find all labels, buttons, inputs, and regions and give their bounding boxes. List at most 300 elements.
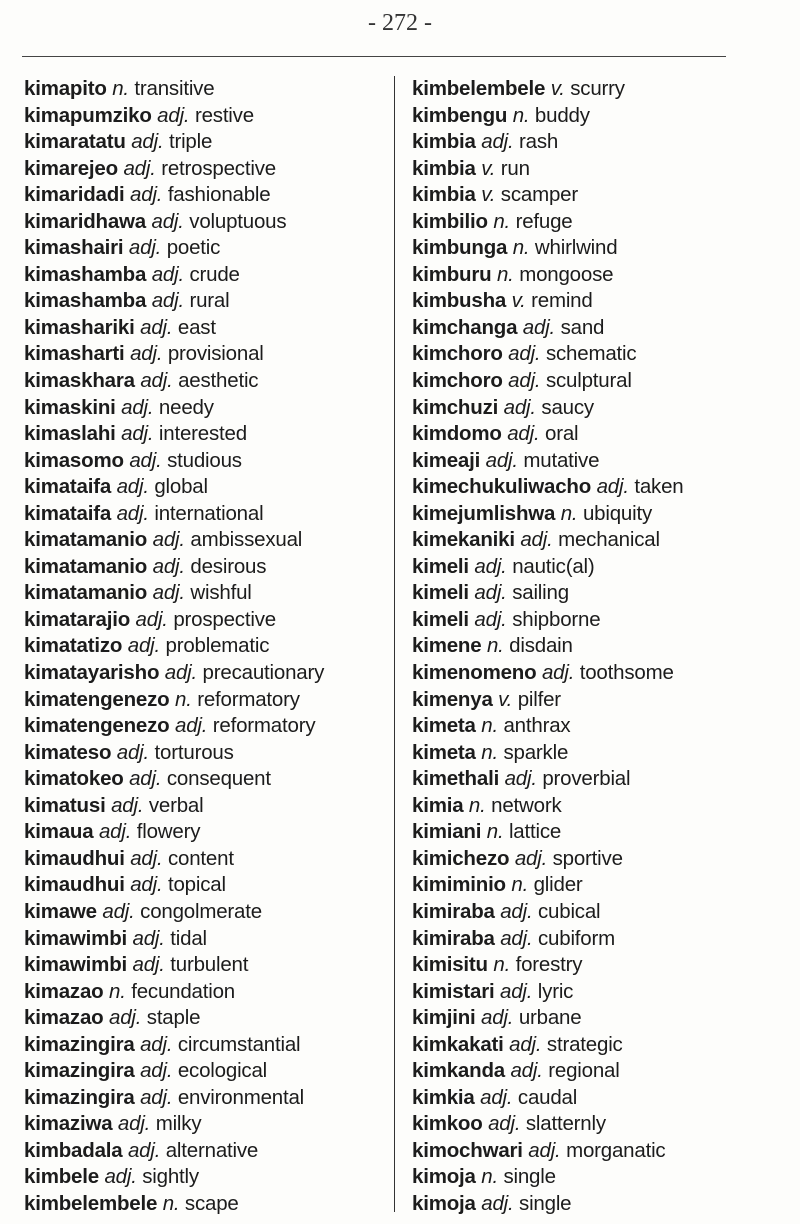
dictionary-entry xyxy=(412,793,796,820)
dictionary-entry xyxy=(412,103,796,130)
dictionary-entry xyxy=(24,926,386,953)
dictionary-entry xyxy=(412,527,796,554)
entry-part-of-speech: adj. xyxy=(116,740,150,764)
entry-part-of-speech: n. xyxy=(486,820,504,844)
entry-headword: kimdomo xyxy=(412,422,502,446)
dictionary-entry xyxy=(412,660,796,687)
entry-part-of-speech: adj. xyxy=(528,1138,561,1162)
entry-headword: kimatamanio xyxy=(24,554,148,578)
entry-headword: kimaridhawa xyxy=(24,209,146,233)
entry-part-of-speech: adj. xyxy=(127,634,161,658)
entry-part-of-speech: adj. xyxy=(520,528,553,552)
dictionary-entry xyxy=(412,129,796,156)
entry-meaning: glider xyxy=(533,873,583,897)
entry-meaning: sand xyxy=(560,315,605,339)
entry-headword: kimatengenezo xyxy=(24,687,170,711)
dictionary-entry xyxy=(412,633,796,660)
entry-part-of-speech: adj. xyxy=(129,767,162,791)
entry-headword: kimeaji xyxy=(412,448,481,472)
entry-meaning: triple xyxy=(168,130,213,154)
entry-headword: kimeli xyxy=(412,554,469,578)
entry-meaning: transitive xyxy=(134,77,215,100)
dictionary-entry xyxy=(412,421,796,448)
entry-headword: kimiraba xyxy=(412,899,495,923)
entry-part-of-speech: n. xyxy=(486,634,504,658)
entry-headword: kimbusha xyxy=(412,289,507,313)
dictionary-entry xyxy=(412,1085,796,1112)
entry-meaning: cubiform xyxy=(538,926,616,950)
entry-meaning: oral xyxy=(545,422,579,446)
entry-headword: kimaudhui xyxy=(24,846,125,870)
entry-part-of-speech: adj. xyxy=(522,315,556,339)
entry-meaning: forestry xyxy=(515,953,583,977)
entry-meaning: voluptuous xyxy=(189,209,287,233)
dictionary-entry xyxy=(412,76,796,103)
entry-part-of-speech: adj. xyxy=(152,528,185,552)
entry-meaning: interested xyxy=(158,422,247,446)
dictionary-entry xyxy=(24,872,386,899)
entry-meaning: alternative xyxy=(165,1138,259,1162)
entry-meaning: torturous xyxy=(154,740,234,764)
dictionary-entry xyxy=(412,740,796,767)
entry-headword: kimashamba xyxy=(24,262,147,286)
entry-headword: kimbengu xyxy=(412,103,508,127)
entry-meaning: rural xyxy=(189,289,230,313)
entry-part-of-speech: v. xyxy=(498,687,513,711)
entry-part-of-speech: adj. xyxy=(500,899,533,923)
entry-headword: kimawimbi xyxy=(24,953,128,977)
dictionary-entry xyxy=(412,395,796,422)
entry-part-of-speech: adj. xyxy=(474,554,507,578)
entry-meaning: mechanical xyxy=(558,528,660,552)
entry-part-of-speech: adj. xyxy=(140,369,173,393)
entry-headword: kimazingira xyxy=(24,1032,135,1056)
dictionary-entry xyxy=(412,182,796,209)
dictionary-entry xyxy=(24,1058,386,1085)
entry-part-of-speech: adj. xyxy=(514,846,548,870)
entry-part-of-speech: adj. xyxy=(116,501,149,525)
entry-headword: kimbunga xyxy=(412,236,508,260)
dictionary-entry xyxy=(412,448,796,475)
dictionary-entry xyxy=(24,766,386,793)
dictionary-entry xyxy=(24,740,386,767)
entry-part-of-speech: adj. xyxy=(117,1112,151,1136)
entry-headword: kimashamba xyxy=(24,289,147,313)
dictionary-entry xyxy=(24,209,386,236)
dictionary-entry xyxy=(412,1058,796,1085)
entry-meaning: global xyxy=(154,475,208,499)
entry-part-of-speech: adj. xyxy=(164,661,198,685)
entry-part-of-speech: adj. xyxy=(123,156,156,180)
entry-part-of-speech: adj. xyxy=(111,793,144,817)
entry-meaning: morganatic xyxy=(566,1138,666,1162)
entry-meaning: retrospective xyxy=(161,156,276,180)
entry-meaning: run xyxy=(500,156,530,180)
dictionary-entry xyxy=(412,501,796,528)
entry-headword: kimeta xyxy=(412,714,476,738)
entry-headword: kimoja xyxy=(412,1165,476,1189)
dictionary-entry xyxy=(412,899,796,926)
entry-headword: kimchoro xyxy=(412,342,503,366)
entry-headword: kimbia xyxy=(412,130,476,154)
dictionary-entry xyxy=(24,76,386,103)
entry-headword: kimaslahi xyxy=(24,422,116,446)
entry-meaning: slatternly xyxy=(525,1112,606,1136)
entry-part-of-speech: adj. xyxy=(129,448,162,472)
dictionary-entry xyxy=(412,580,796,607)
dictionary-entry xyxy=(24,448,386,475)
dictionary-entry xyxy=(24,554,386,581)
entry-part-of-speech: adj. xyxy=(109,1006,142,1030)
entry-headword: kimbilio xyxy=(412,209,488,233)
dictionary-entry xyxy=(24,474,386,501)
dictionary-entry xyxy=(412,288,796,315)
entry-headword: kimene xyxy=(412,634,482,658)
entry-meaning: aesthetic xyxy=(178,369,259,393)
entry-headword: kimaziwa xyxy=(24,1112,113,1136)
dictionary-entry xyxy=(24,687,386,714)
dictionary-entry xyxy=(24,899,386,926)
dictionary-entry xyxy=(412,766,796,793)
entry-meaning: tidal xyxy=(170,926,207,950)
dictionary-entry xyxy=(24,1191,386,1218)
entry-part-of-speech: adj. xyxy=(132,953,165,977)
entry-meaning: urbane xyxy=(518,1006,582,1030)
entry-part-of-speech: adj. xyxy=(481,1191,514,1215)
entry-meaning: lyric xyxy=(537,979,574,1003)
entry-headword: kimateso xyxy=(24,740,112,764)
entry-headword: kimiminio xyxy=(412,873,506,897)
entry-meaning: sculptural xyxy=(545,369,632,393)
dictionary-entry xyxy=(24,235,386,262)
dictionary-entry xyxy=(412,687,796,714)
entry-part-of-speech: adj. xyxy=(127,1138,161,1162)
entry-part-of-speech: adj. xyxy=(130,183,163,207)
dictionary-entry xyxy=(412,341,796,368)
entry-meaning: remind xyxy=(531,289,593,313)
entry-meaning: environmental xyxy=(177,1085,305,1109)
entry-headword: kimbele xyxy=(24,1165,99,1189)
entry-headword: kimiani xyxy=(412,820,482,844)
entry-part-of-speech: adj. xyxy=(474,607,507,631)
entry-headword: kimatarajio xyxy=(24,607,131,631)
column-divider xyxy=(394,76,395,1212)
entry-headword: kimkanda xyxy=(412,1059,505,1083)
entry-headword: kimaridadi xyxy=(24,183,125,207)
entry-headword: kimisitu xyxy=(412,953,488,977)
entry-meaning: saucy xyxy=(541,395,594,419)
entry-meaning: sailing xyxy=(512,581,569,605)
entry-meaning: scamper xyxy=(500,183,578,207)
dictionary-entry xyxy=(24,1111,386,1138)
entry-headword: kimburu xyxy=(412,262,492,286)
right-column xyxy=(412,76,796,1218)
entry-headword: kimatengenezo xyxy=(24,714,170,738)
entry-part-of-speech: n. xyxy=(512,103,530,127)
entry-meaning: reformatory xyxy=(212,714,316,738)
entry-meaning: crude xyxy=(189,262,240,286)
entry-meaning: regional xyxy=(548,1059,620,1083)
entry-meaning: international xyxy=(154,501,264,525)
entry-meaning: restive xyxy=(194,103,254,127)
entry-meaning: milky xyxy=(155,1112,202,1136)
entry-part-of-speech: adj. xyxy=(151,209,184,233)
entry-meaning: sightly xyxy=(142,1165,199,1189)
entry-part-of-speech: adj. xyxy=(151,289,184,313)
entry-meaning: flowery xyxy=(136,820,201,844)
entry-meaning: turbulent xyxy=(170,953,249,977)
entry-part-of-speech: adj. xyxy=(151,262,184,286)
entry-part-of-speech: adj. xyxy=(140,1059,173,1083)
entry-meaning: ambissexual xyxy=(190,528,303,552)
entry-headword: kimaratatu xyxy=(24,130,126,154)
entry-part-of-speech: adj. xyxy=(508,369,541,393)
entry-headword: kimaudhui xyxy=(24,873,125,897)
entry-headword: kimasharti xyxy=(24,342,125,366)
entry-meaning: topical xyxy=(167,873,226,897)
entry-headword: kimaskhara xyxy=(24,369,135,393)
page-number: - 272 - xyxy=(368,10,432,36)
entry-headword: kimataifa xyxy=(24,475,112,499)
entry-part-of-speech: adj. xyxy=(116,475,149,499)
entry-meaning: lattice xyxy=(508,820,562,844)
entry-headword: kimochwari xyxy=(412,1138,523,1162)
dictionary-entry xyxy=(24,1138,386,1165)
dictionary-entry xyxy=(24,288,386,315)
dictionary-entry xyxy=(24,368,386,395)
entry-headword: kimazingira xyxy=(24,1085,135,1109)
entry-meaning: disdain xyxy=(509,634,573,658)
dictionary-entry xyxy=(24,182,386,209)
dictionary-entry xyxy=(412,1138,796,1165)
dictionary-entry xyxy=(24,129,386,156)
entry-headword: kimkakati xyxy=(412,1032,504,1056)
entry-meaning: wishful xyxy=(190,581,252,605)
entry-part-of-speech: adj. xyxy=(500,926,533,950)
entry-headword: kimawimbi xyxy=(24,926,128,950)
entry-meaning: rash xyxy=(519,130,559,154)
entry-part-of-speech: n. xyxy=(496,262,514,286)
entry-part-of-speech: adj. xyxy=(140,1032,173,1056)
dictionary-entry xyxy=(24,501,386,528)
entry-part-of-speech: n. xyxy=(560,501,578,525)
entry-part-of-speech: adj. xyxy=(104,1165,137,1189)
entry-meaning: precautionary xyxy=(202,661,325,685)
entry-meaning: mutative xyxy=(523,448,600,472)
dictionary-entry xyxy=(412,713,796,740)
entry-meaning: single xyxy=(503,1165,556,1189)
entry-headword: kimkia xyxy=(412,1085,475,1109)
dictionary-entry xyxy=(24,395,386,422)
entry-meaning: circumstantial xyxy=(177,1032,301,1056)
entry-headword: kimejumlishwa xyxy=(412,501,556,525)
entry-meaning: studious xyxy=(167,448,242,472)
dictionary-entry xyxy=(24,580,386,607)
entry-meaning: caudal xyxy=(517,1085,578,1109)
dictionary-entry xyxy=(412,368,796,395)
entry-meaning: scurry xyxy=(570,77,625,100)
dictionary-entry xyxy=(412,926,796,953)
entry-meaning: provisional xyxy=(167,342,264,366)
entry-headword: kimbia xyxy=(412,183,476,207)
entry-headword: kimashariki xyxy=(24,315,135,339)
entry-meaning: staple xyxy=(146,1006,201,1030)
dictionary-entry xyxy=(412,1191,796,1218)
entry-part-of-speech: adj. xyxy=(509,1032,542,1056)
entry-headword: kimapito xyxy=(24,77,107,100)
entry-meaning: network xyxy=(491,793,562,817)
entry-headword: kimatusi xyxy=(24,793,106,817)
dictionary-entry xyxy=(24,1005,386,1032)
entry-headword: kimazao xyxy=(24,1006,104,1030)
dictionary-entry xyxy=(412,1032,796,1059)
dictionary-entry xyxy=(24,633,386,660)
entry-part-of-speech: adj. xyxy=(474,581,507,605)
entry-part-of-speech: adj. xyxy=(152,554,185,578)
entry-meaning: cubical xyxy=(538,899,601,923)
entry-meaning: scape xyxy=(184,1191,239,1215)
dictionary-entry xyxy=(24,1164,386,1191)
dictionary-entry xyxy=(24,421,386,448)
entry-meaning: ubiquity xyxy=(582,501,652,525)
entry-part-of-speech: adj. xyxy=(102,899,135,923)
entry-headword: kimchanga xyxy=(412,315,518,339)
entry-part-of-speech: n. xyxy=(493,953,511,977)
entry-part-of-speech: n. xyxy=(162,1191,180,1215)
entry-headword: kimatamanio xyxy=(24,528,148,552)
entry-meaning: refuge xyxy=(515,209,573,233)
entry-meaning: east xyxy=(177,315,216,339)
entry-meaning: sportive xyxy=(552,846,623,870)
dictionary-entry xyxy=(24,660,386,687)
dictionary-entry xyxy=(412,156,796,183)
dictionary-entry xyxy=(24,952,386,979)
entry-part-of-speech: v. xyxy=(550,77,565,100)
entry-meaning: buddy xyxy=(534,103,590,127)
entry-meaning: whirlwind xyxy=(534,236,618,260)
entry-part-of-speech: n. xyxy=(511,873,529,897)
entry-part-of-speech: n. xyxy=(112,77,129,100)
entry-meaning: ecological xyxy=(177,1059,268,1083)
dictionary-entry xyxy=(24,819,386,846)
entry-meaning: reformatory xyxy=(197,687,300,711)
entry-meaning: fecundation xyxy=(131,979,236,1003)
entry-headword: kimia xyxy=(412,793,464,817)
entry-part-of-speech: adj. xyxy=(481,1006,514,1030)
header-rule xyxy=(22,56,726,57)
entry-meaning: desirous xyxy=(190,554,267,578)
entry-part-of-speech: v. xyxy=(481,156,496,180)
dictionary-entry xyxy=(24,103,386,130)
dictionary-entry xyxy=(412,872,796,899)
entry-meaning: mongoose xyxy=(519,262,614,286)
entry-headword: kimchuzi xyxy=(412,395,499,419)
entry-part-of-speech: adj. xyxy=(135,607,168,631)
entry-meaning: prospective xyxy=(173,607,276,631)
entry-part-of-speech: adj. xyxy=(541,661,575,685)
entry-meaning: schematic xyxy=(545,342,637,366)
entry-headword: kimbia xyxy=(412,156,476,180)
entry-headword: kimashairi xyxy=(24,236,124,260)
entry-meaning: toothsome xyxy=(579,661,674,685)
entry-headword: kimekaniki xyxy=(412,528,515,552)
entry-headword: kimeli xyxy=(412,581,469,605)
dictionary-entry xyxy=(24,607,386,634)
dictionary-entry xyxy=(412,209,796,236)
dictionary-entry xyxy=(24,713,386,740)
entry-part-of-speech: adj. xyxy=(140,1085,173,1109)
dictionary-entry xyxy=(412,607,796,634)
entry-part-of-speech: adj. xyxy=(128,236,162,260)
entry-headword: kimeta xyxy=(412,740,476,764)
dictionary-entry xyxy=(24,262,386,289)
dictionary-entry xyxy=(412,819,796,846)
entry-headword: kimistari xyxy=(412,979,495,1003)
entry-meaning: pilfer xyxy=(517,687,561,711)
entry-meaning: anthrax xyxy=(503,714,571,738)
entry-part-of-speech: n. xyxy=(468,793,486,817)
dictionary-entry xyxy=(412,474,796,501)
entry-part-of-speech: adj. xyxy=(130,342,163,366)
entry-meaning: single xyxy=(519,1191,572,1215)
dictionary-entry xyxy=(412,1111,796,1138)
entry-headword: kimkoo xyxy=(412,1112,483,1136)
dictionary-entry xyxy=(412,315,796,342)
entry-meaning: consequent xyxy=(166,767,271,791)
entry-part-of-speech: adj. xyxy=(157,103,190,127)
entry-headword: kimbelembele xyxy=(24,1191,158,1215)
entry-part-of-speech: n. xyxy=(512,236,530,260)
entry-part-of-speech: adj. xyxy=(485,448,518,472)
entry-meaning: taken xyxy=(634,475,684,499)
entry-headword: kimbadala xyxy=(24,1138,123,1162)
entry-headword: kimichezo xyxy=(412,846,510,870)
entry-meaning: sparkle xyxy=(503,740,569,764)
entry-part-of-speech: n. xyxy=(109,979,126,1003)
entry-part-of-speech: adj. xyxy=(480,1085,513,1109)
entry-part-of-speech: adj. xyxy=(132,926,165,950)
entry-part-of-speech: adj. xyxy=(504,767,537,791)
dictionary-entry xyxy=(412,979,796,1006)
entry-headword: kimawe xyxy=(24,899,97,923)
dictionary-entry xyxy=(412,952,796,979)
dictionary-entry xyxy=(24,527,386,554)
entry-part-of-speech: adj. xyxy=(130,846,163,870)
dictionary-entry xyxy=(412,235,796,262)
entry-part-of-speech: adj. xyxy=(121,395,154,419)
entry-headword: kimeli xyxy=(412,607,469,631)
entry-meaning: congolmerate xyxy=(140,899,262,923)
entry-part-of-speech: adj. xyxy=(488,1112,521,1136)
entry-part-of-speech: adj. xyxy=(175,714,208,738)
entry-meaning: content xyxy=(167,846,234,870)
entry-meaning: fashionable xyxy=(167,183,271,207)
dictionary-entry xyxy=(24,315,386,342)
left-column xyxy=(24,76,386,1218)
entry-headword: kimbelembele xyxy=(412,77,546,100)
entry-headword: kimaskini xyxy=(24,395,116,419)
entry-part-of-speech: n. xyxy=(493,209,511,233)
entry-meaning: poetic xyxy=(166,236,221,260)
entry-part-of-speech: adj. xyxy=(596,475,629,499)
entry-part-of-speech: adj. xyxy=(121,422,154,446)
dictionary-entry xyxy=(412,262,796,289)
entry-meaning: needy xyxy=(158,395,214,419)
entry-headword: kimethali xyxy=(412,767,500,791)
entry-part-of-speech: v. xyxy=(511,289,526,313)
entry-part-of-speech: adj. xyxy=(140,315,173,339)
entry-part-of-speech: adj. xyxy=(152,581,185,605)
